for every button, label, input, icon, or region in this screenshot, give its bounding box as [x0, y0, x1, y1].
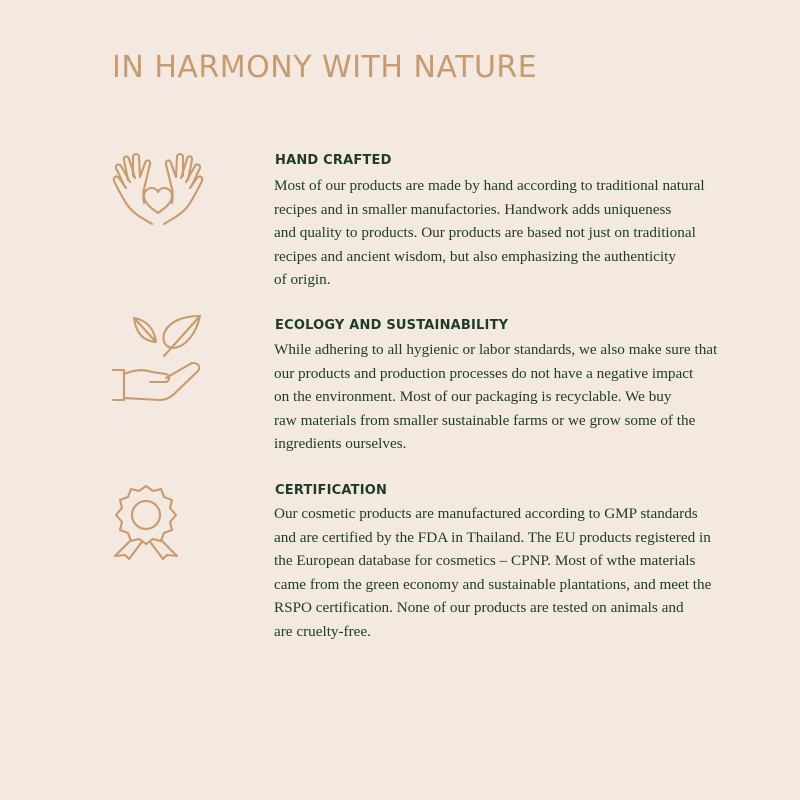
award-ribbon-icon: [112, 484, 180, 560]
section-body: [274, 174, 705, 292]
hands-heart-icon: [112, 153, 204, 225]
body-line: recipes and ancient wisdom, but also emphasizing the authenticity: [274, 247, 676, 265]
body-line: Our cosmetic products are manufactured according to GMP standards: [274, 505, 698, 522]
body-line: came from the green economy and sustainable plantations, and meet the: [274, 575, 712, 593]
section-heading: ECOLOGY AND SUSTAINABILITY: [275, 318, 509, 333]
body-line: RSPO certification. None of our products are tested on animals and: [274, 599, 684, 617]
body-line: on the environment. Most of our packaging is recyclable. We buy: [274, 388, 672, 406]
body-line: raw materials from smaller sustainable farms or we grow some of the: [274, 411, 696, 429]
body-line: and quality to products. Our products are based not just on traditional: [274, 224, 696, 242]
body-line: the European database for cosmetics – CPNP. Most of wthe materials: [274, 552, 696, 570]
hand-leaves-icon: [112, 314, 206, 402]
body-line: and are certified by the FDA in Thailand. The EU products registered in: [274, 528, 711, 546]
body-line: our products and production processes do not have a negative impact: [274, 364, 694, 382]
body-line: Most of our products are made by hand according to traditional natural: [274, 177, 705, 194]
body-line: of origin.: [274, 271, 331, 289]
page-title: IN HARMONY WITH NATURE: [112, 50, 538, 85]
section-heading: HAND CRAFTED: [275, 153, 392, 168]
section-heading: CERTIFICATION: [275, 483, 388, 498]
body-line: ingredients ourselves.: [274, 435, 407, 453]
body-line: are cruelty-free.: [274, 622, 371, 640]
body-line: While adhering to all hygienic or labor standards, we also make sure that: [274, 341, 718, 358]
body-line: recipes and in smaller manufactories. Handwork adds uniqueness: [274, 200, 672, 218]
section-body: [274, 502, 711, 644]
section-body: [274, 338, 717, 456]
